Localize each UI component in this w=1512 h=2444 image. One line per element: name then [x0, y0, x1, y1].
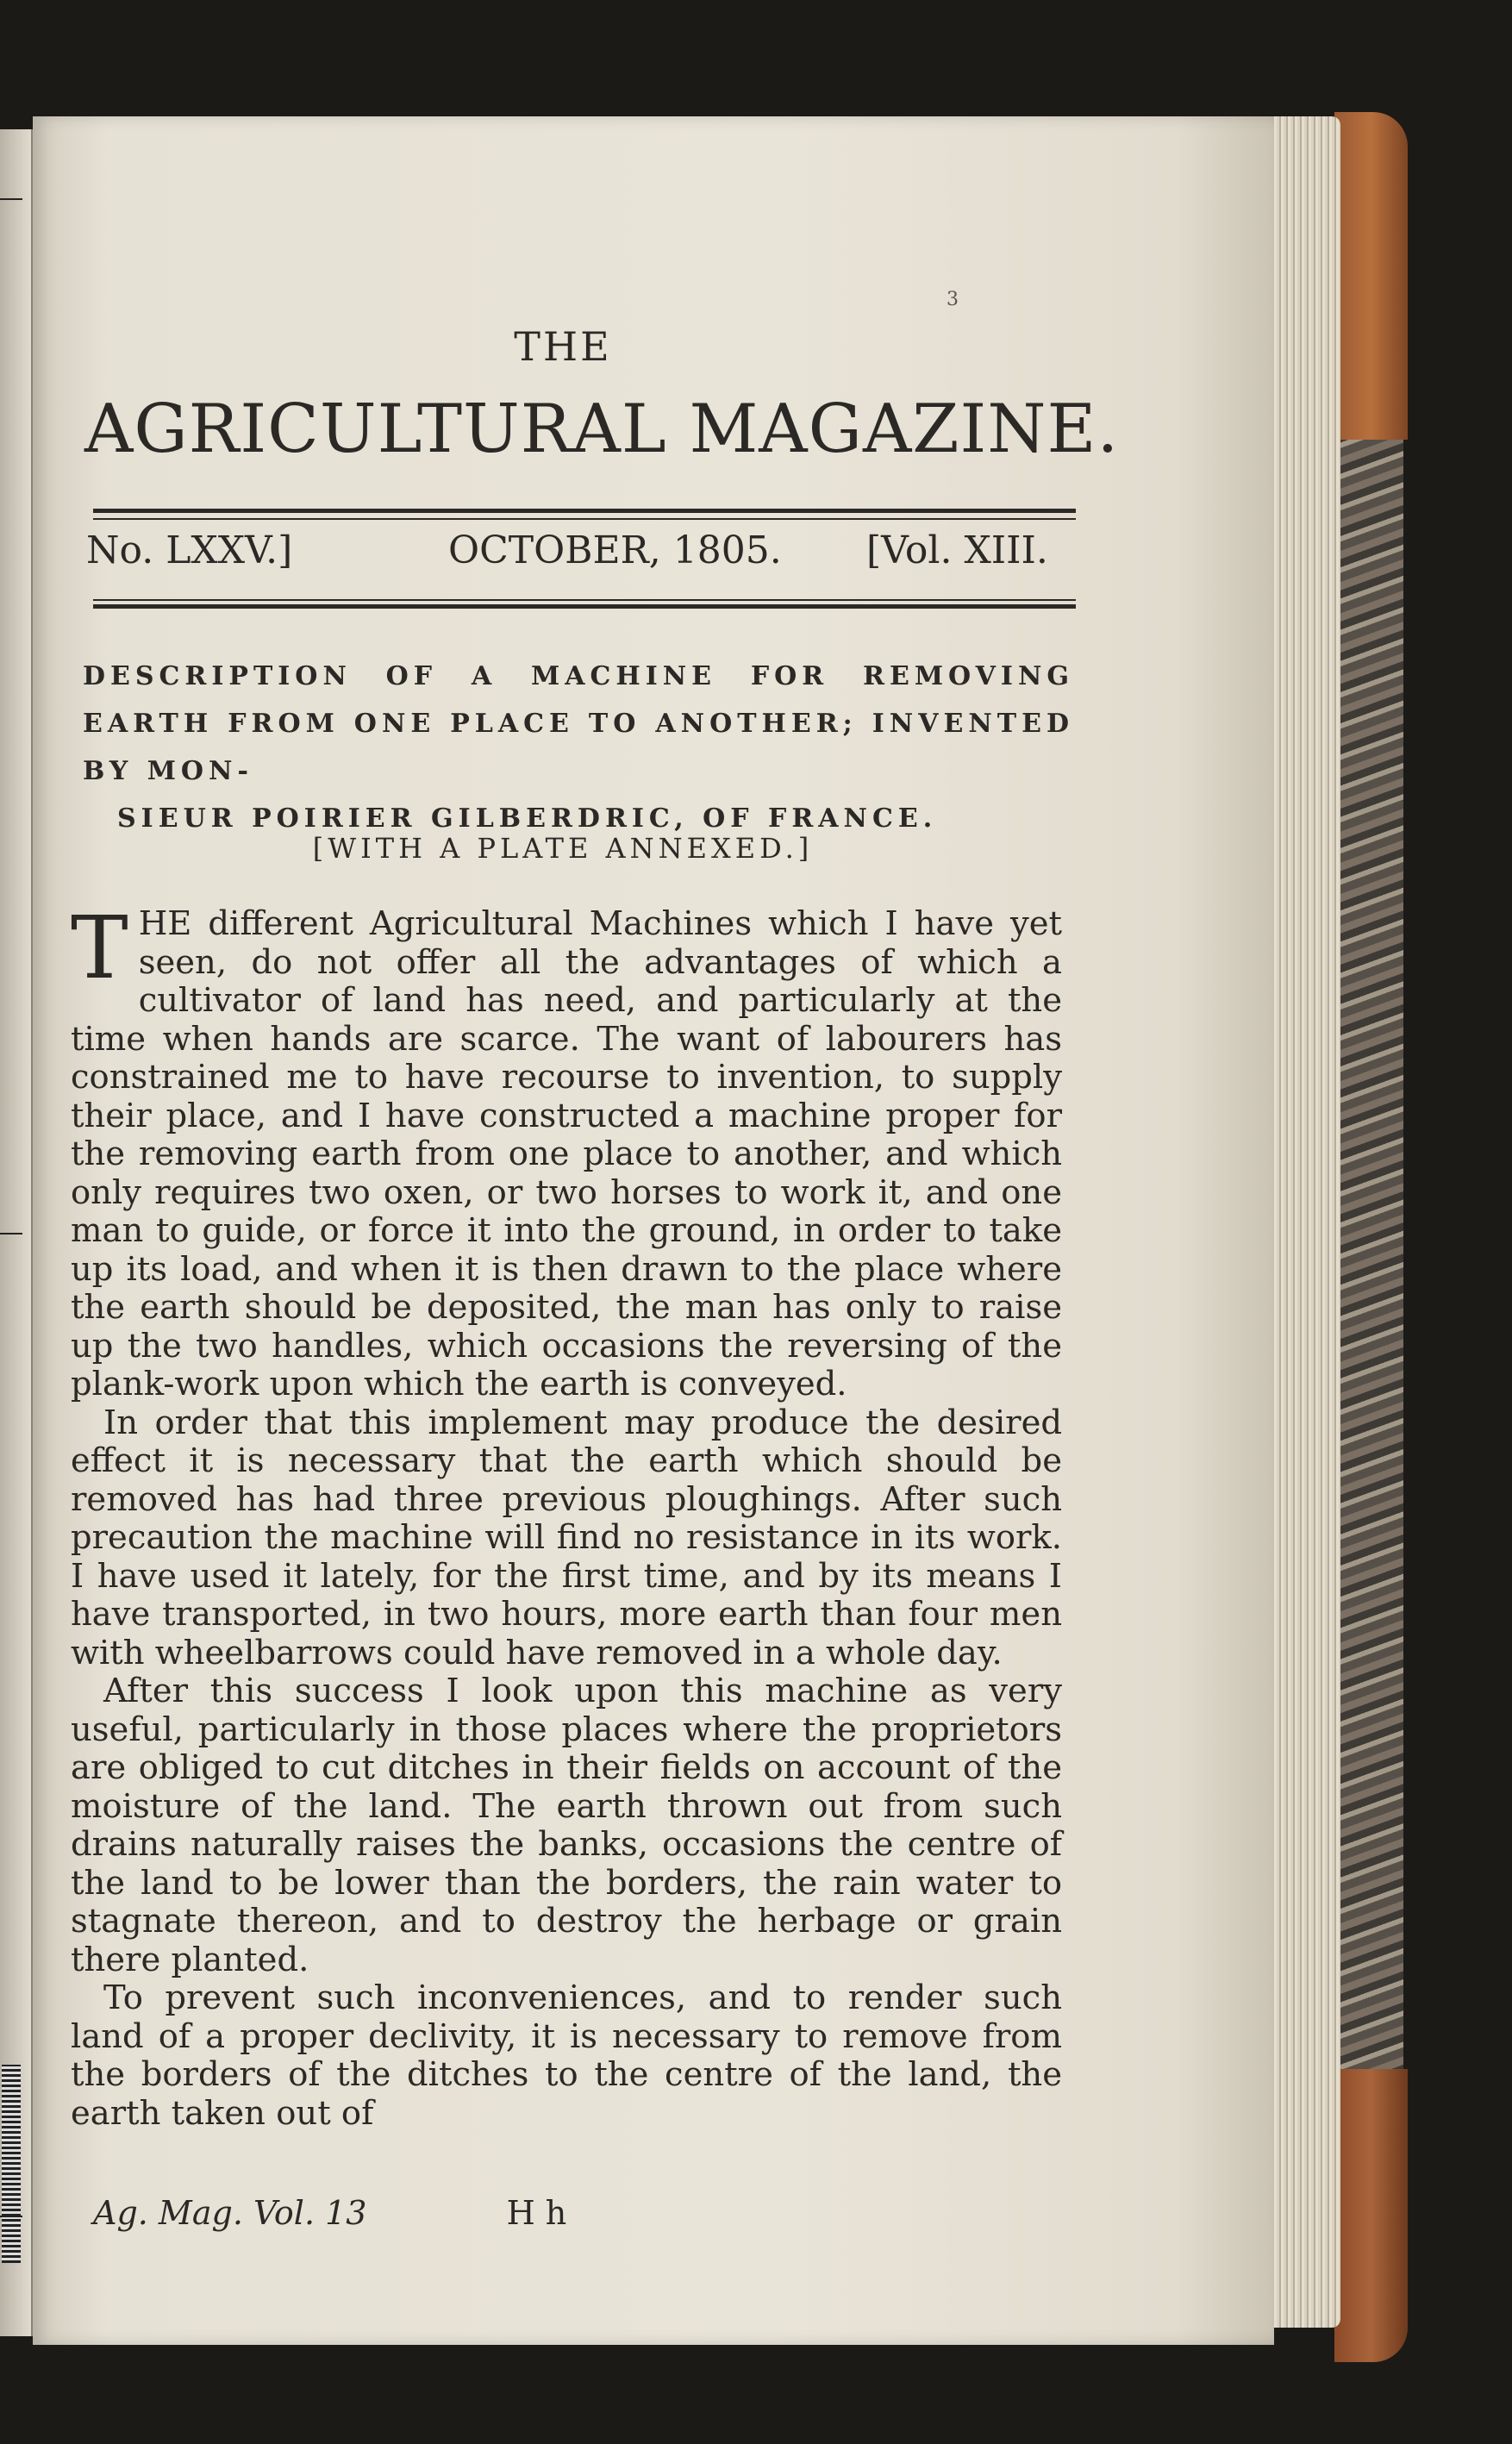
issue-number: No. LXXV.]: [86, 528, 293, 572]
plate-note: [WITH A PLATE ANNEXED.]: [312, 832, 814, 865]
volume-number: [Vol. XIII.: [866, 528, 1048, 572]
paragraph: To prevent such inconveniences, and to render such land of a proper declivity, it is necessary to remove from the borders of the ditches to the centre of the land, the earth taken out of: [71, 1978, 1062, 2133]
paragraph: [71, 897, 1062, 1404]
page-block-edges: [1263, 116, 1340, 2328]
article-title-line: DESCRIPTION OF A MACHINE FOR REMOVING EARTH FROM ONE PLACE TO ANOTHER; INVENTED BY MON-: [83, 661, 1074, 786]
marbled-cover: [1334, 116, 1403, 2358]
article-body: [71, 897, 1062, 2133]
header-the: THE: [514, 323, 612, 370]
issue-date: OCTOBER, 1805.: [448, 528, 782, 572]
article-title: [83, 653, 1074, 842]
signature-left: Ag. Mag. Vol. 13: [93, 2194, 367, 2232]
header-rule: [93, 509, 1076, 513]
leather-corner-top: [1334, 112, 1408, 440]
page-edge-mark: [0, 198, 22, 200]
library-barcode: [2, 2065, 21, 2263]
signature-right: H h: [506, 2194, 567, 2232]
paragraph: In order that this implement may produce the desired effect it is necessary that the earth which should be removed has had three previous ploughings. After such precaution the machine will find no resistance in its work. I have used it lately, for the first time, and by its means I have transported, in two hours, more earth than four men with wheelbarrows could have removed in a whole day.: [71, 1403, 1062, 1672]
magazine-title: AGRICULTURAL MAGAZINE.: [84, 391, 1120, 468]
page-edge-mark: [0, 2216, 22, 2217]
page-edge-mark: [0, 1233, 22, 1235]
paragraph-text: HE different Agricultural Machines which I have yet seen, do not offer all the advantages of which a cultivator of land has need, and particularly at the time when hands are scarce. The want of labourers has constrained me to have recourse to invention, to supply their place, and I have constructed a machine proper for the removing earth from one place to another, and which only requires two oxen, or two horses to work it, and one man to guide, or force it into the ground, in order to take up its load, and when it is then drawn to the place where the earth should be deposited, the man has only to raise up the two handles, which occasions the reversing of the plank-work upon which the earth is conveyed.: [71, 904, 1062, 1403]
masthead-rule: [93, 604, 1076, 609]
header-rule: [93, 518, 1076, 520]
masthead: [86, 528, 1078, 580]
paragraph: After this success I look upon this machine as very useful, particularly in those places where the proprietors are obliged to cut ditches in their fields on account of the moisture of the land. The earth thrown out from such drains naturally raises the banks, occasions the centre of the land to be lower than the borders, the rain water to stagnate thereon, and to destroy the herbage or grain there planted.: [71, 1672, 1062, 1979]
previous-page-edge: [0, 129, 33, 2336]
folio-mark: 3: [947, 289, 959, 310]
book-page: [33, 116, 1274, 2345]
drop-cap: T: [71, 897, 128, 998]
leather-corner-bottom: [1334, 2069, 1408, 2362]
article-title-line: SIEUR POIRIER GILBERDRIC, OF FRANCE.: [117, 803, 938, 834]
masthead-rule: [93, 599, 1076, 601]
signature-line: [93, 2194, 566, 2232]
